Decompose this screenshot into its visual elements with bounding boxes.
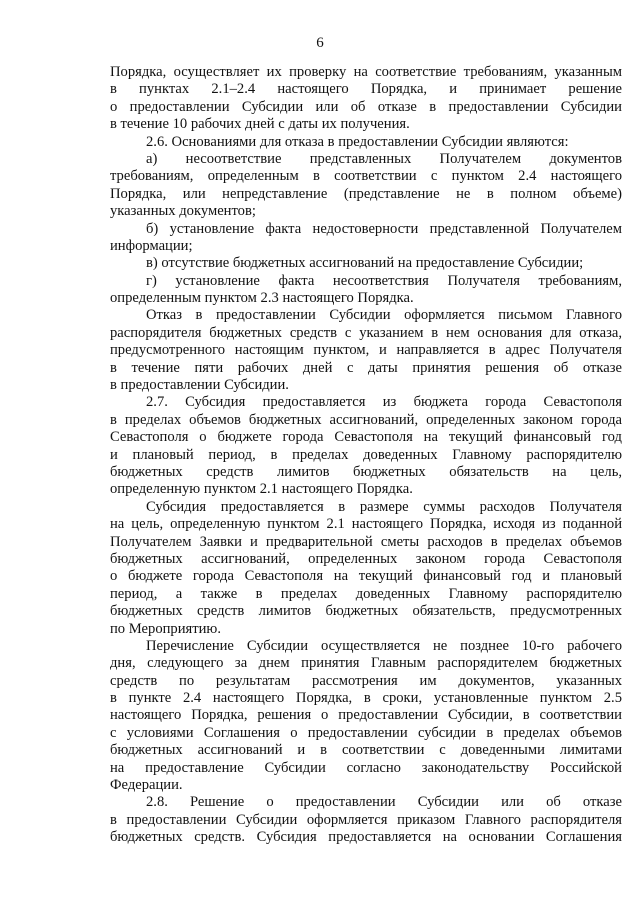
text-line: на цель, определенную пунктом 2.1 настоящего Порядка, исходя из поданной [110, 516, 622, 533]
text-line: 2.8. Решение о предоставлении Субсидии или об отказе [146, 794, 622, 811]
text-line: в течение 10 рабочих дней с даты их получения. [110, 116, 410, 133]
text-line: бюджетных средств лимитов бюджетных обязательств, предусмотренных [110, 603, 622, 620]
text-line: Получателем Заявки и предварительной сметы расходов в пределах объемов [110, 533, 622, 550]
page-number: 6 [316, 35, 324, 51]
text-line: Субсидия предоставляется в размере суммы расходов Получателя [146, 498, 622, 515]
text-line: период, а также в пределах доведенных Главному распорядителю [110, 585, 622, 602]
text-line: средств по результатам рассмотрения им документов, указанных [110, 672, 622, 689]
paragraph [110, 394, 622, 498]
text-line: а) несоответствие представленных Получателем документов [146, 150, 622, 167]
text-line: в предоставлении Субсидии. [110, 377, 289, 394]
text-line: в) отсутствие бюджетных ассигнований на предоставление Субсидии; [146, 255, 584, 272]
text-line: с условиями Соглашения о предоставлении субсидии в пределах объемов [110, 724, 622, 741]
text-line: г) установление факта несоответствия Получателя требованиям, [146, 272, 622, 289]
paragraph [110, 307, 622, 394]
text-line: о предоставлении Субсидии или об отказе в предоставлении Субсидии [110, 98, 622, 115]
text-line: на предоставление Субсидии согласно законодательству Российской [110, 759, 622, 776]
paragraph [110, 221, 622, 256]
text-line: требованиям, определенным в соответствии с пунктом 2.4 настоящего [110, 168, 622, 185]
text-line: Перечисление Субсидии осуществляется не позднее 10-го рабочего [146, 637, 622, 654]
text-line: бюджетных средств лимитов бюджетных обязательств на цель, [110, 463, 622, 480]
text-line: в пункте 2.4 настоящего Порядка, в сроки, установленные пунктом 2.5 [110, 690, 622, 707]
text-line: настоящего Порядка, решения о предоставлении Субсидии, в соответствии [110, 707, 622, 724]
paragraph [110, 151, 622, 221]
text-line: распорядителя бюджетных средств с указанием в нем основания для отказа, [110, 324, 622, 341]
text-line: указанных документов; [110, 203, 256, 220]
paragraph [110, 638, 622, 795]
text-line: в пунктах 2.1–2.4 настоящего Порядка, и принимает решение [110, 81, 622, 98]
text-line: в течение пяти рабочих дней с даты принятия решения об отказе [110, 359, 622, 376]
text-line: предусмотренного настоящим пунктом, и направляется в адрес Получателя [110, 342, 622, 359]
text-line: бюджетных ассигнований, определенных законом города Севастополя [110, 550, 622, 567]
text-line: в предоставлении Субсидии оформляется приказом Главного распорядителя [110, 811, 622, 828]
text-line: бюджетных ассигнований и в соответствии с доведенными лимитами [110, 742, 622, 759]
text-line: определенным пунктом 2.3 настоящего Порядка. [110, 290, 414, 307]
text-line: Севастополя о бюджете города Севастополя на текущий финансовый год [110, 429, 622, 446]
text-line: и плановый период, в пределах доведенных Главному распорядителю [110, 446, 622, 463]
text-line: информации; [110, 237, 193, 254]
text-line: о бюджете города Севастополя на текущий финансовый год и плановый [110, 568, 622, 585]
text-line: 2.7. Субсидия предоставляется из бюджета города Севастополя [146, 394, 622, 411]
text-line: бюджетных средств. Субсидия предоставляется на основании Соглашения [110, 829, 622, 846]
text-line: Порядка, или непредставление (представление не в полном объеме) [110, 185, 622, 202]
text-line: б) установление факта недостоверности представленной Получателем [146, 220, 622, 237]
paragraph [110, 255, 622, 272]
text-line: по Мероприятию. [110, 620, 221, 637]
document-body [110, 64, 622, 847]
text-line: Отказ в предоставлении Субсидии оформляется письмом Главного [146, 307, 622, 324]
text-line: дня, следующего за днем принятия Главным распорядителем бюджетных [110, 655, 622, 672]
paragraph [110, 273, 622, 308]
text-line: определенную пунктом 2.1 настоящего Порядка. [110, 481, 413, 498]
text-line: Порядка, осуществляет их проверку на соответствие требованиям, указанным [110, 64, 622, 80]
paragraph [110, 499, 622, 638]
paragraph [110, 134, 622, 151]
paragraph [110, 64, 622, 134]
text-line: Федерации. [110, 777, 183, 794]
text-line: в пределах объемов бюджетных ассигнований, определенных законом города [110, 411, 622, 428]
paragraph [110, 794, 622, 846]
text-line: 2.6. Основаниями для отказа в предоставлении Субсидии являются: [146, 133, 569, 150]
